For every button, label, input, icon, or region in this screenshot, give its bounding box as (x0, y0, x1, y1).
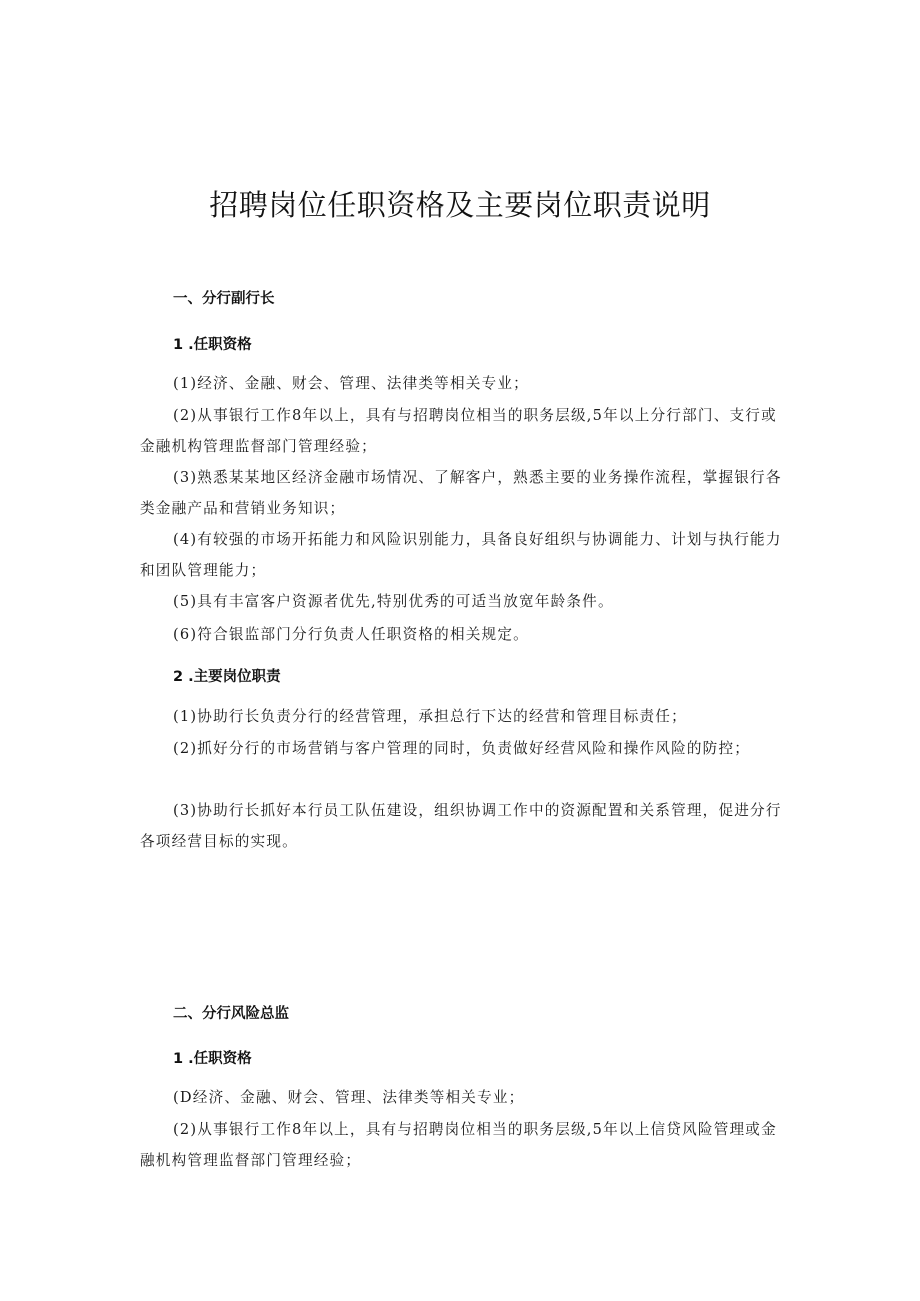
subheading-qualifications-2: 1 .任职资格 (173, 1051, 252, 1067)
paragraph-qualification-6: (6)符合银监部门分行负责人任职资格的相关规定。 (173, 626, 529, 643)
document-title: 招聘岗位任职资格及主要岗位职责说明 (209, 188, 711, 222)
paragraph-duty-2: (2)抓好分行的市场营销与客户管理的同时，负责做好经营风险和操作风险的防控； (173, 740, 751, 757)
paragraph-qualification-2: (2)从事银行工作8年以上，具有与招聘岗位相当的职务层级,5年以上分行部门、支行或金融机构管理监督部门管理经验； (140, 407, 777, 455)
section-heading-2: 二、分行风险总监 (173, 1006, 289, 1022)
paragraph-qualification-2-2: (2)从事银行工作8年以上，具有与招聘岗位相当的职务层级,5年以上信贷风险管理或金融机构管理监督部门管理经验； (140, 1121, 777, 1169)
paragraph-qualification-5: (5)具有丰富客户资源者优先,特别优秀的可适当放宽年龄条件。 (173, 593, 614, 610)
paragraph-duty-1: (1)协助行长负责分行的经营管理，承担总行下达的经营和管理目标责任； (173, 708, 687, 725)
paragraph-qualification-1: (1)经济、金融、财会、管理、法律类等相关专业； (173, 375, 529, 392)
paragraph-qualification-4: (4)有较强的市场开拓能力和风险识别能力，具备良好组织与协调能力、计划与执行能力和团队管理能力； (140, 531, 782, 579)
paragraph-qualification-3: (3)熟悉某某地区经济金融市场情况、了解客户，熟悉主要的业务操作流程，掌握银行各类金融产品和营销业务知识； (140, 469, 782, 517)
paragraph-duty-3: (3)协助行长抓好本行员工队伍建设，组织协调工作中的资源配置和关系管理，促进分行各项经营目标的实现。 (140, 802, 782, 850)
paragraph-qualification-2-1: (D经济、金融、财会、管理、法律类等相关专业； (173, 1089, 525, 1106)
subheading-qualifications-1: 1 .任职资格 (173, 337, 252, 353)
section-heading-1: 一、分行副行长 (173, 291, 275, 307)
subheading-duties-1: 2 .主要岗位职责 (173, 669, 281, 685)
